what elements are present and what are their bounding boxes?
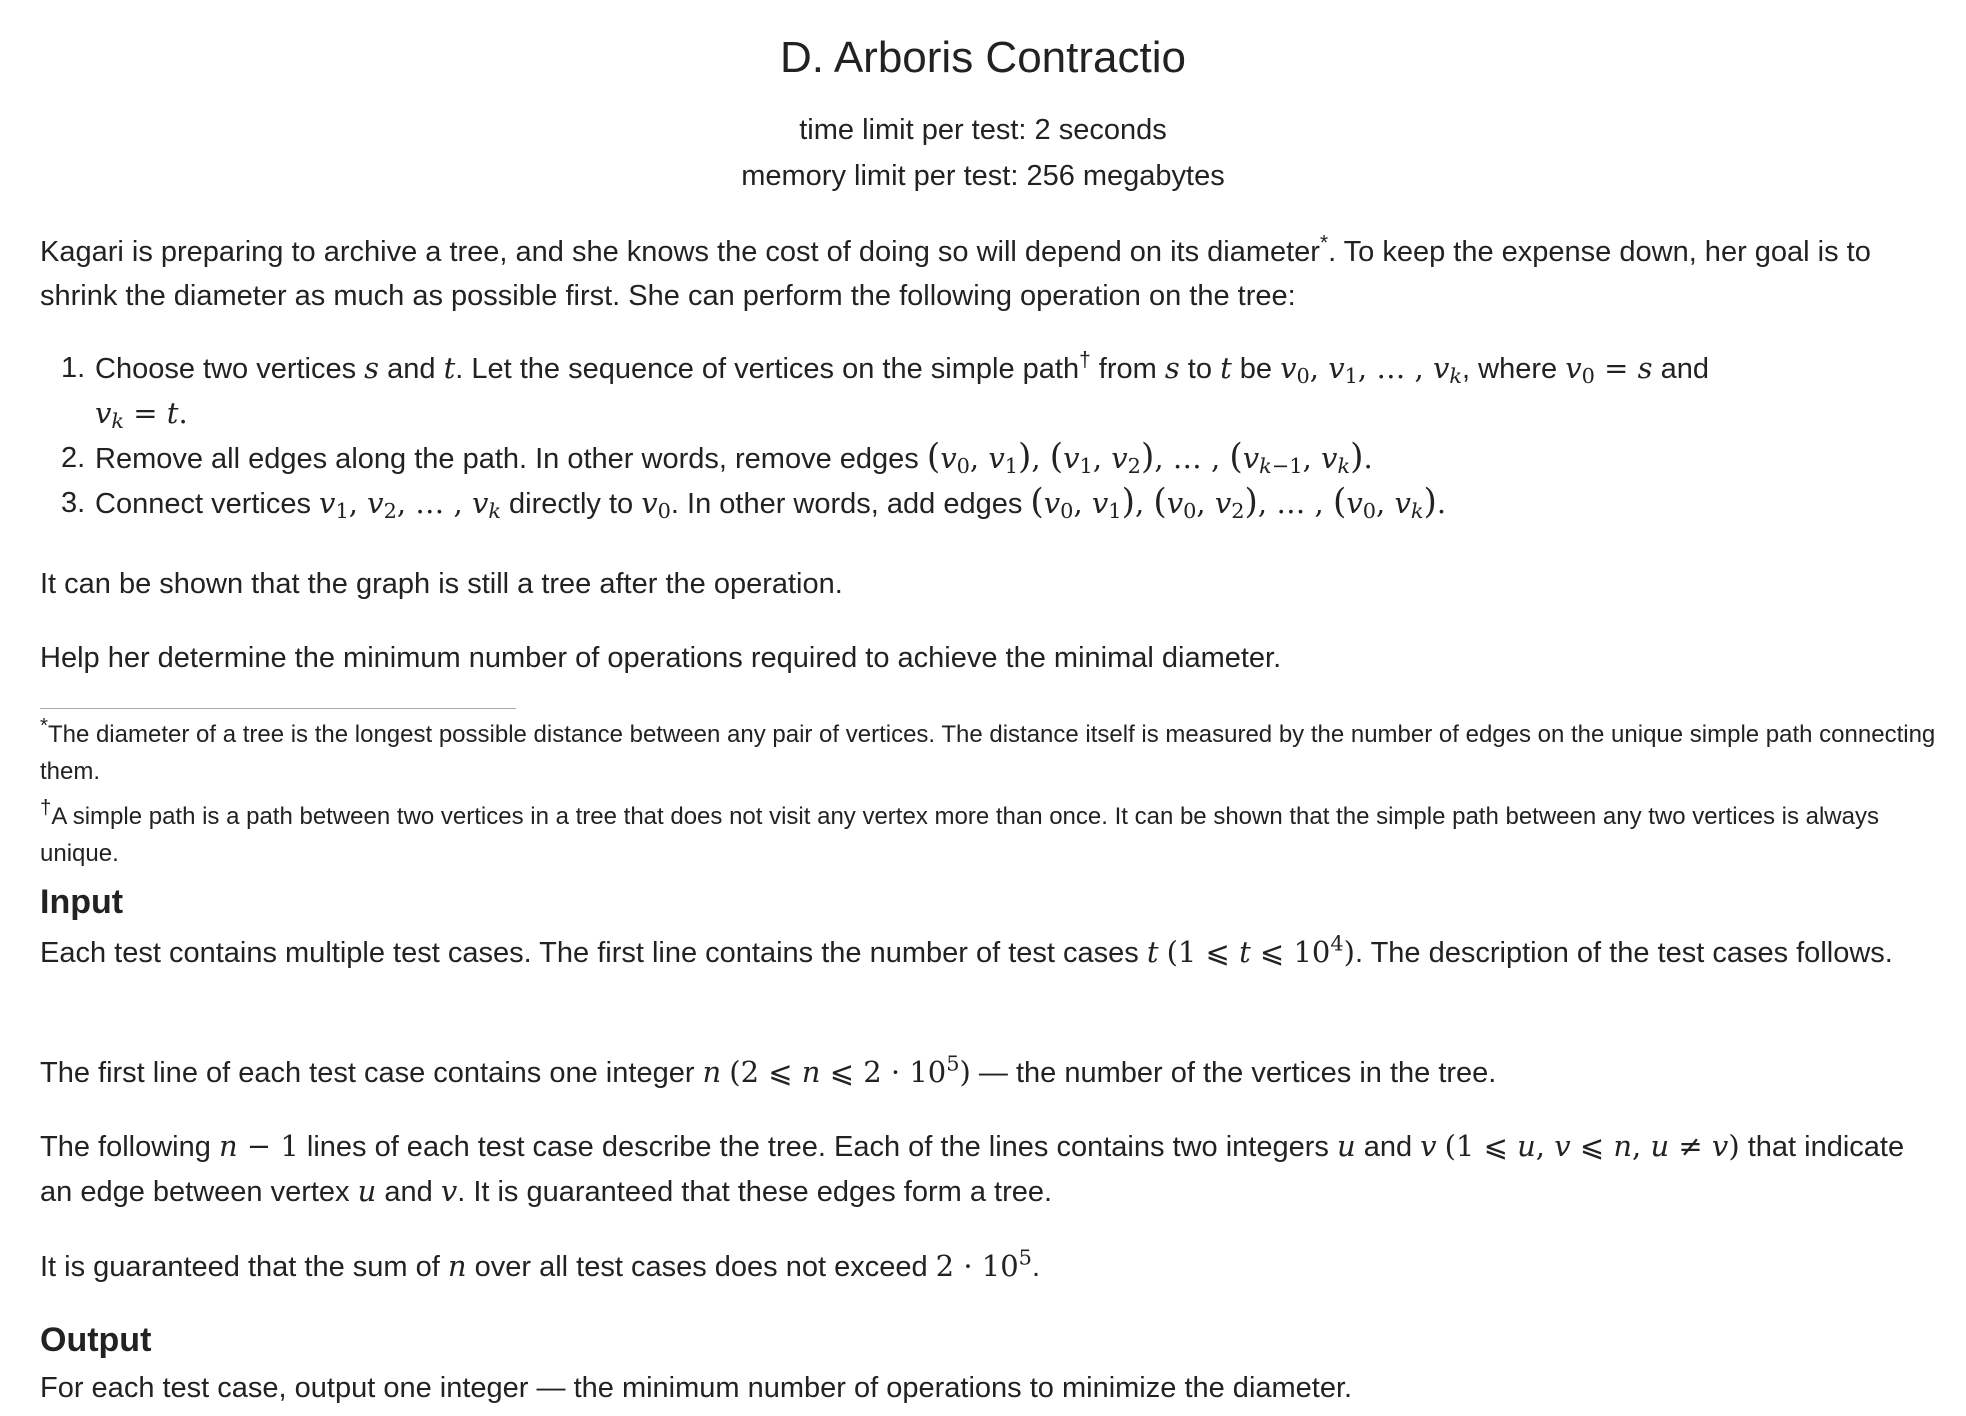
- memory-limit: memory limit per test: 256 megabytes: [741, 160, 1225, 192]
- step-1: 1. Choose two vertices s and t. Let the sequence of vertices on the simple path† from s to t be $v_0$, $v_1$, … , $v_k$, where $v_0 = s$ and $v_k = t$.: [61, 348, 1709, 434]
- input-heading: Input: [40, 883, 124, 921]
- footnote-ref-star: *: [1319, 231, 1329, 255]
- input-paragraph-3: The following n − 1 lines of each test case describe the tree. Each of the lines contains two integers u and v (1 ⩽ u, v ⩽ n, u ≠ v) that indicate an edge between vertex u and v. It is guaranteed that these edges form a tree.: [40, 1129, 1905, 1208]
- still-tree-note: It can be shown that the graph is still a tree after the operation.: [40, 568, 843, 600]
- statement-intro: Kagari is preparing to archive a tree, and she knows the cost of doing so will depend on its diameter*. To keep the expense down, her goal is to shrink the diameter as much as possible first. She can perform the following operation on the tree:: [40, 231, 1871, 312]
- output-text: For each test case, output one integer — the minimum number of operations to minimize the diameter.: [40, 1372, 1353, 1404]
- output-heading: Output: [40, 1321, 152, 1359]
- footnote-ref-dagger: †: [1079, 348, 1091, 372]
- problem-title: D. Arboris Contractio: [780, 33, 1186, 82]
- step-3: 3. Connect vertices $v_1$, $v_2$, … , $v_k$ directly to $v_0$. In other words, add edges ($v_0$, $v_1$), ($v_0$, $v_2$), … , ($v_0$, $v_k$).: [61, 482, 1447, 524]
- input-paragraph-2: The first line of each test case contains one integer n (2 ⩽ n ⩽ $2 \cdot 10^5$) — the number of the vertices in the tree.: [40, 1051, 1497, 1089]
- step-2: 2. Remove all edges along the path. In other words, remove edges ($v_0$, $v_1$), ($v_1$, $v_2$), … , ($v_{k-1}$, $v_k$).: [61, 437, 1373, 479]
- footnote-simple-path: †A simple path is a path between two vertices in a tree that does not visit any vertex more than once. It can be shown that the simple path between any two vertices is always unique.: [40, 796, 1879, 867]
- time-limit: time limit per test: 2 seconds: [799, 114, 1167, 146]
- input-paragraph-4: It is guaranteed that the sum of n over all test cases does not exceed $2 \cdot 10^5$.: [40, 1245, 1041, 1283]
- input-paragraph-1: Each test contains multiple test cases. The first line contains the number of test cases t (1 ⩽ t ⩽ $10^4$). The description of the test cases follows.: [40, 931, 1893, 969]
- footnote-divider: [40, 708, 516, 709]
- task-statement: Help her determine the minimum number of operations required to achieve the minimal diameter.: [40, 642, 1282, 674]
- operation-steps: [40, 346, 1940, 526]
- footnote-diameter: *The diameter of a tree is the longest possible distance between any pair of vertices. The distance itself is measured by the number of edges on the unique simple path connecting them.: [40, 714, 1936, 785]
